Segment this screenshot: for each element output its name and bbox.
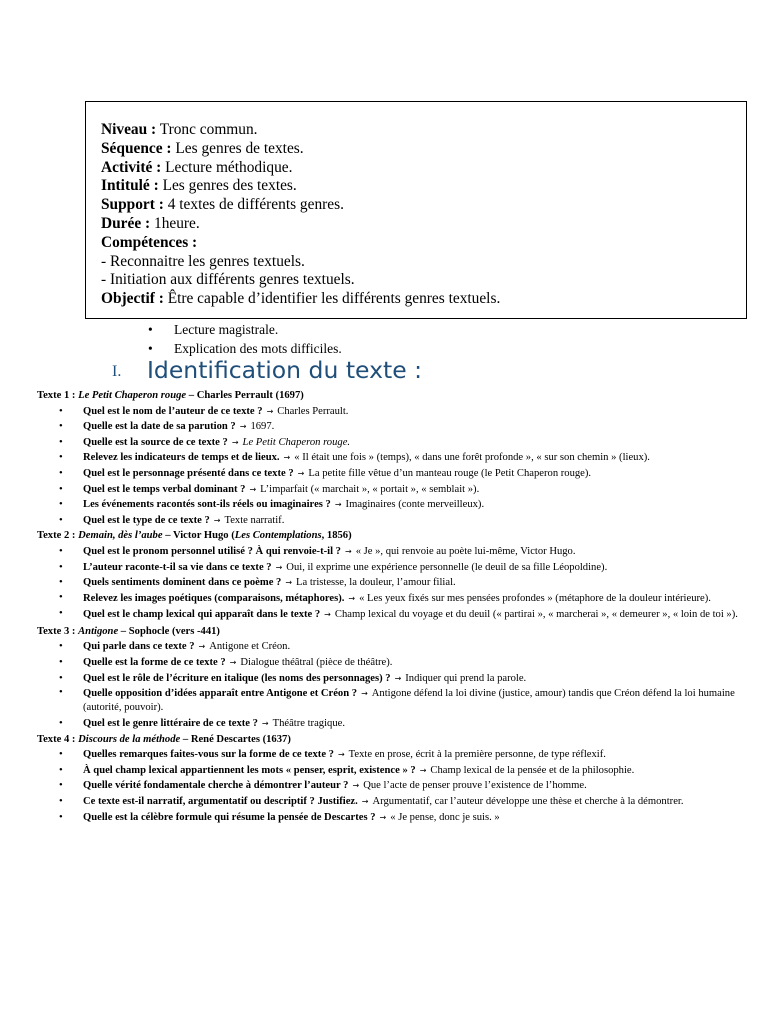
text-2-questions bbox=[37, 544, 762, 624]
bullet-icon: • bbox=[59, 672, 63, 684]
arrow-icon: → bbox=[344, 546, 352, 556]
bullet-icon: • bbox=[59, 656, 63, 668]
support-line: Support : 4 textes de différents genres. bbox=[101, 196, 344, 214]
arrow-icon: → bbox=[285, 578, 293, 588]
arrow-icon: → bbox=[229, 657, 237, 667]
bullet-icon: • bbox=[59, 749, 63, 761]
question-item: • Quels sentiments dominent dans ce poème ? → La tristesse, la douleur, l’amour filial. bbox=[37, 575, 762, 591]
question-item: • Quel est le pronom personnel utilisé ? À qui renvoie-t-il ? → « Je », qui renvoie au poète lui-même, Victor Hugo. bbox=[37, 544, 762, 560]
arrow-icon: → bbox=[213, 515, 221, 525]
method-item: • Lecture magistrale. bbox=[148, 322, 279, 337]
arrow-icon: → bbox=[239, 422, 247, 432]
bullet-icon: • bbox=[59, 483, 63, 495]
question-item: • Quel est le personnage présenté dans ce texte ? → La petite fille vêtue d’un manteau rouge (le Petit Chaperon rouge). bbox=[37, 466, 762, 482]
text-4-heading: Texte 4 : Discours de la méthode – René Descartes (1637) bbox=[37, 733, 291, 745]
question-item: • Quelles remarques faites-vous sur la forme de ce texte ? → Texte en prose, écrit à la première personne, de type réflexif. bbox=[37, 747, 762, 763]
arrow-icon: → bbox=[231, 437, 239, 447]
question-item: • Quel est le genre littéraire de ce texte ? → Théâtre tragique. bbox=[37, 716, 762, 732]
question-item: • Quelle est la célèbre formule qui résume la pensée de Descartes ? → « Je pense, donc je suis. » bbox=[37, 810, 762, 826]
bullet-icon: • bbox=[59, 514, 63, 526]
question-item: • Relevez les images poétiques (comparaisons, métaphores). → « Les yeux fixés sur mes pensées profondes » (métaphore de la douleur intérieure). bbox=[59, 591, 711, 604]
activite-line: Activité : Lecture méthodique. bbox=[101, 158, 293, 176]
question-item: • Relevez les indicateurs de temps et de lieux. → « Il était une fois » (temps), « dans une forêt profonde », « sur son chemin » (lieux). bbox=[37, 450, 762, 466]
bullet-icon: • bbox=[59, 687, 63, 699]
lesson-info-box bbox=[85, 101, 747, 319]
bullet-icon: • bbox=[59, 421, 63, 433]
arrow-icon: → bbox=[361, 689, 368, 699]
bullet-icon: • bbox=[59, 796, 63, 808]
arrow-icon: → bbox=[337, 750, 345, 760]
text-4-questions bbox=[37, 747, 762, 825]
bullet-icon: • bbox=[59, 405, 63, 417]
bullet-icon: • bbox=[148, 322, 153, 337]
bullet-icon: • bbox=[59, 436, 63, 448]
arrow-icon: → bbox=[394, 673, 402, 683]
arrow-icon: → bbox=[352, 781, 360, 791]
bullet-icon: • bbox=[148, 341, 153, 356]
bullet-icon: • bbox=[59, 577, 63, 589]
method-item: • Explication des mots difficiles. bbox=[148, 341, 342, 356]
bullet-icon: • bbox=[59, 452, 63, 464]
arrow-icon: → bbox=[198, 642, 206, 652]
question-item: • Quelle vérité fondamentale cherche à démontrer l’auteur ? → Que l’acte de penser prouve l’existence de l’homme. bbox=[37, 778, 762, 794]
text-1-heading: Texte 1 : Le Petit Chaperon rouge – Charles Perrault (1697) bbox=[37, 390, 304, 401]
niveau-line: Niveau : Tronc commun. bbox=[101, 121, 258, 138]
bullet-icon: • bbox=[59, 591, 63, 603]
question-item: • L’auteur raconte-t-il sa vie dans ce texte ? → Oui, il exprime une expérience personnelle (le deuil de sa fille Léopoldine). bbox=[37, 560, 762, 576]
arrow-icon: → bbox=[361, 797, 369, 807]
arrow-icon: → bbox=[261, 719, 269, 729]
question-item: • Quel est le type de ce texte ? → Texte narratif. bbox=[37, 513, 762, 529]
arrow-icon: → bbox=[266, 406, 274, 416]
bullet-icon: • bbox=[59, 561, 63, 573]
question-item: • Ce texte est-il narratif, argumentatif ou descriptif ? Justifiez. → Argumentatif, car l’auteur développe une thèse et cherche à la démontrer. bbox=[37, 794, 762, 810]
question-item: • À quel champ lexical appartiennent les mots « penser, esprit, existence » ? → Champ lexical de la pensée et de la philosophie. bbox=[37, 763, 762, 779]
competences-line: Compétences : bbox=[101, 233, 198, 251]
question-item: • Quel est le rôle de l’écriture en italique (les noms des personnages) ? → Indiquer qui prend la parole. bbox=[37, 671, 762, 687]
bullet-icon: • bbox=[59, 811, 63, 823]
section-number: I. bbox=[112, 363, 122, 380]
objectif-line: Objectif : Être capable d’identifier les différents genres textuels. bbox=[101, 290, 501, 308]
question-item: • Les événements racontés sont-ils réels ou imaginaires ? → Imaginaires (conte merveilleux). bbox=[37, 497, 762, 513]
bullet-icon: • bbox=[59, 764, 63, 776]
arrow-icon: → bbox=[324, 610, 331, 620]
text-3-questions bbox=[37, 639, 762, 731]
arrow-icon: → bbox=[334, 500, 342, 510]
bullet-icon: • bbox=[59, 780, 63, 792]
question-item: • Quelle est la date de sa parution ? → 1697. bbox=[37, 419, 762, 435]
arrow-icon: → bbox=[297, 468, 305, 478]
arrow-icon: → bbox=[379, 812, 387, 822]
question-item: • Quelle est la source de ce texte ? → Le Petit Chaperon rouge. bbox=[37, 435, 762, 451]
arrow-icon: → bbox=[348, 593, 356, 603]
questions-content bbox=[37, 388, 762, 825]
bullet-icon: • bbox=[59, 718, 63, 730]
competence-item: - Initiation aux différents genres textuels. bbox=[101, 271, 355, 289]
arrow-icon: → bbox=[275, 562, 283, 572]
text-3-heading: Texte 3 : Antigone – Sophocle (vers -441) bbox=[37, 625, 220, 637]
text-1-questions bbox=[37, 404, 762, 529]
bullet-icon: • bbox=[59, 467, 63, 479]
text-2-heading: Texte 2 : Demain, dès l’aube – Victor Hugo (Les Contemplations, 1856) bbox=[37, 530, 352, 542]
arrow-icon: → bbox=[419, 765, 427, 775]
bullet-icon: • bbox=[59, 545, 63, 557]
arrow-icon: → bbox=[249, 484, 257, 494]
question-item: • Qui parle dans ce texte ? → Antigone et Créon. bbox=[37, 639, 762, 655]
question-item: • Quel est le temps verbal dominant ? → L’imparfait (« marchait », « portait », « semblait »). bbox=[37, 482, 762, 498]
sequence-line: Séquence : Les genres de textes. bbox=[101, 139, 304, 157]
method-list bbox=[148, 320, 342, 358]
competence-item: - Reconnaitre les genres textuels. bbox=[101, 252, 305, 270]
bullet-icon: • bbox=[59, 608, 63, 620]
question-item: • Quel est le champ lexical qui apparaît dans le texte ? → Champ lexical du voyage et du deuil (« partirai », « marcherai », « demeurer », « loin de toi »). bbox=[59, 608, 738, 621]
section-heading bbox=[112, 356, 422, 384]
bullet-icon: • bbox=[59, 641, 63, 653]
question-item: • Quel est le nom de l’auteur de ce texte ? → Charles Perrault. bbox=[37, 404, 762, 420]
duree-line: Durée : 1heure. bbox=[101, 214, 200, 232]
question-item: • Quelle opposition d’idées apparaît entre Antigone et Créon ? → Antigone défend la loi divine (justice, amour) tandis que Créon défend la loi humaine (autorité, pouvoir). bbox=[59, 687, 735, 713]
intitule-line: Intitulé : Les genres des textes. bbox=[101, 177, 297, 195]
bullet-icon: • bbox=[59, 499, 63, 511]
question-item: • Quelle est la forme de ce texte ? → Dialogue théâtral (pièce de théâtre). bbox=[37, 655, 762, 671]
arrow-icon: → bbox=[283, 453, 291, 463]
section-title: Identification du texte : bbox=[147, 356, 423, 384]
